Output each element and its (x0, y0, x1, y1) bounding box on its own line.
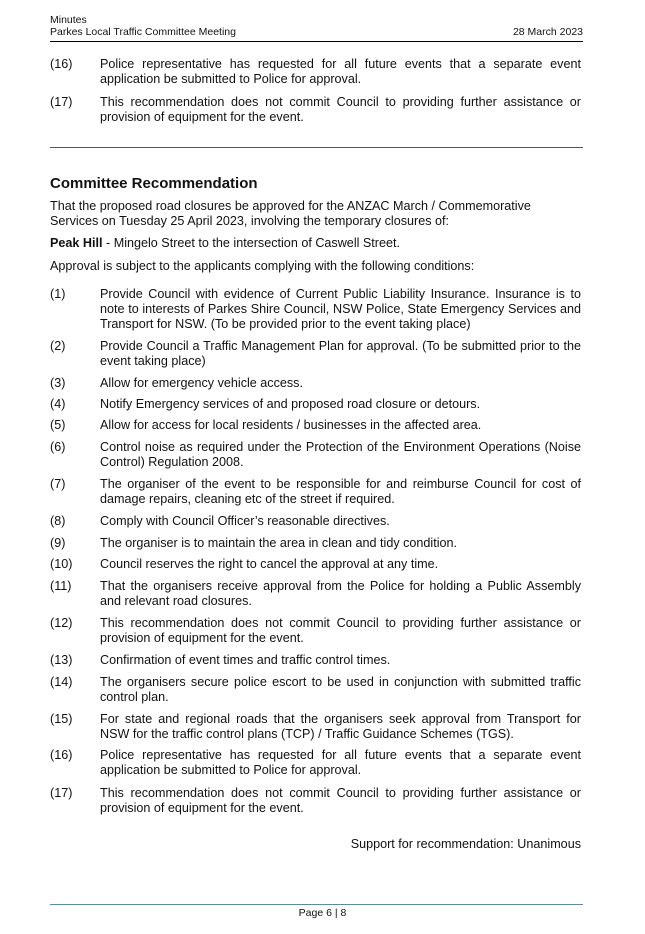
list-item (50, 579, 581, 609)
item-text: The organiser of the event to be responsible for and reimburse Council for cost of damage repairs, cleaning etc of the street if required. (100, 477, 581, 506)
item-number: (1) (50, 287, 66, 301)
item-text: Police representative has requested for all future events that a separate event application be submitted to Police for approval. (100, 748, 581, 777)
list-item (50, 653, 581, 668)
approval-paragraph: Approval is subject to the applicants complying with the following conditions: (50, 259, 475, 273)
item-text: The organiser is to maintain the area in clean and tidy condition. (100, 536, 458, 550)
support-statement: Support for recommendation: Unanimous (350, 837, 581, 851)
list-item (50, 536, 581, 551)
item-number: (4) (50, 397, 66, 411)
list-item (50, 287, 581, 332)
item-number: (10) (50, 557, 73, 571)
header-rule (50, 41, 583, 42)
item-number: (3) (50, 376, 66, 390)
item-number: (12) (50, 616, 73, 630)
item-number: (16) (50, 748, 73, 762)
item-number: (2) (50, 339, 66, 353)
location-name: Peak Hill (50, 236, 103, 250)
item-text: Control noise as required under the Protection of the Environment Operations (Noise Control) Regulation 2008. (100, 440, 581, 469)
item-text: This recommendation does not commit Council to providing further assistance or provision of equipment for the event. (100, 786, 581, 815)
item-text: This recommendation does not commit Council to providing further assistance or provision of equipment for the event. (100, 616, 581, 645)
item-text: Notify Emergency services of and proposed road closure or detours. (100, 397, 481, 411)
list-item (50, 477, 581, 507)
item-number: (15) (50, 712, 73, 726)
item-number: (5) (50, 418, 66, 432)
item-number: (11) (50, 579, 72, 593)
section-divider (50, 147, 583, 148)
item-text: The organisers secure police escort to be used in conjunction with submitted traffic control plan. (100, 675, 581, 704)
page-header (50, 14, 583, 38)
list-item (50, 397, 581, 412)
list-item (50, 376, 581, 391)
list-item (50, 675, 581, 705)
item-number: (14) (50, 675, 73, 689)
item-text: Comply with Council Officer’s reasonable directives. (100, 514, 390, 528)
item-text: Allow for access for local residents / businesses in the affected area. (100, 418, 482, 432)
page-number: Page 6 | 8 (298, 907, 347, 919)
list-item (50, 616, 581, 646)
meeting-date: 28 March 2023 (512, 26, 583, 38)
item-text: That the organisers receive approval from the Police for holding a Public Assembly and relevant road closures. (100, 579, 581, 608)
item-number: (6) (50, 440, 66, 454)
doc-type: Minutes (50, 14, 87, 26)
item-text: This recommendation does not commit Council to providing further assistance or provision of equipment for the event. (100, 95, 581, 124)
intro-paragraph: That the proposed road closures be approved for the ANZAC March / Commemorative Services on Tuesday 25 April 2023, involving the temporary closures of: (50, 199, 531, 228)
footer-rule (50, 904, 583, 905)
list-item (50, 748, 581, 778)
location-detail: - Mingelo Street to the intersection of Caswell Street. (102, 236, 401, 250)
location-line (50, 236, 581, 251)
item-text: Provide Council a Traffic Management Plan for approval. (To be submitted prior to the event taking place) (100, 339, 581, 368)
item-number: (9) (50, 536, 66, 550)
item-number: (13) (50, 653, 73, 667)
item-text: Confirmation of event times and traffic control times. (100, 653, 391, 667)
item-number: (7) (50, 477, 66, 491)
item-text: Police representative has requested for all future events that a separate event application be submitted to Police for approval. (100, 57, 581, 86)
meeting-title: Parkes Local Traffic Committee Meeting (50, 26, 236, 38)
item-number: (17) (50, 786, 73, 800)
list-item (50, 95, 581, 125)
list-item (50, 514, 581, 529)
list-item (50, 557, 581, 572)
item-text: Council reserves the right to cancel the approval at any time. (100, 557, 439, 571)
list-item (50, 418, 581, 433)
list-item (50, 786, 581, 816)
item-number: (16) (50, 57, 73, 71)
item-number: (17) (50, 95, 73, 109)
list-item (50, 57, 581, 87)
list-item (50, 440, 581, 470)
item-text: Provide Council with evidence of Current Public Liability Insurance. Insurance is to note to interests of Parkes Shire Council, NSW Police, State Emergency Services and Transport for NSW. (To be provided prior to the event taking place) (100, 287, 581, 331)
section-heading: Committee Recommendation (50, 175, 258, 192)
item-text: For state and regional roads that the organisers seek approval from Transport for NSW for the traffic control plans (TCP) / Traffic Guidance Schemes (TGS). (100, 712, 581, 741)
item-number: (8) (50, 514, 66, 528)
list-item (50, 712, 581, 742)
item-text: Allow for emergency vehicle access. (100, 376, 303, 390)
list-item (50, 339, 581, 369)
